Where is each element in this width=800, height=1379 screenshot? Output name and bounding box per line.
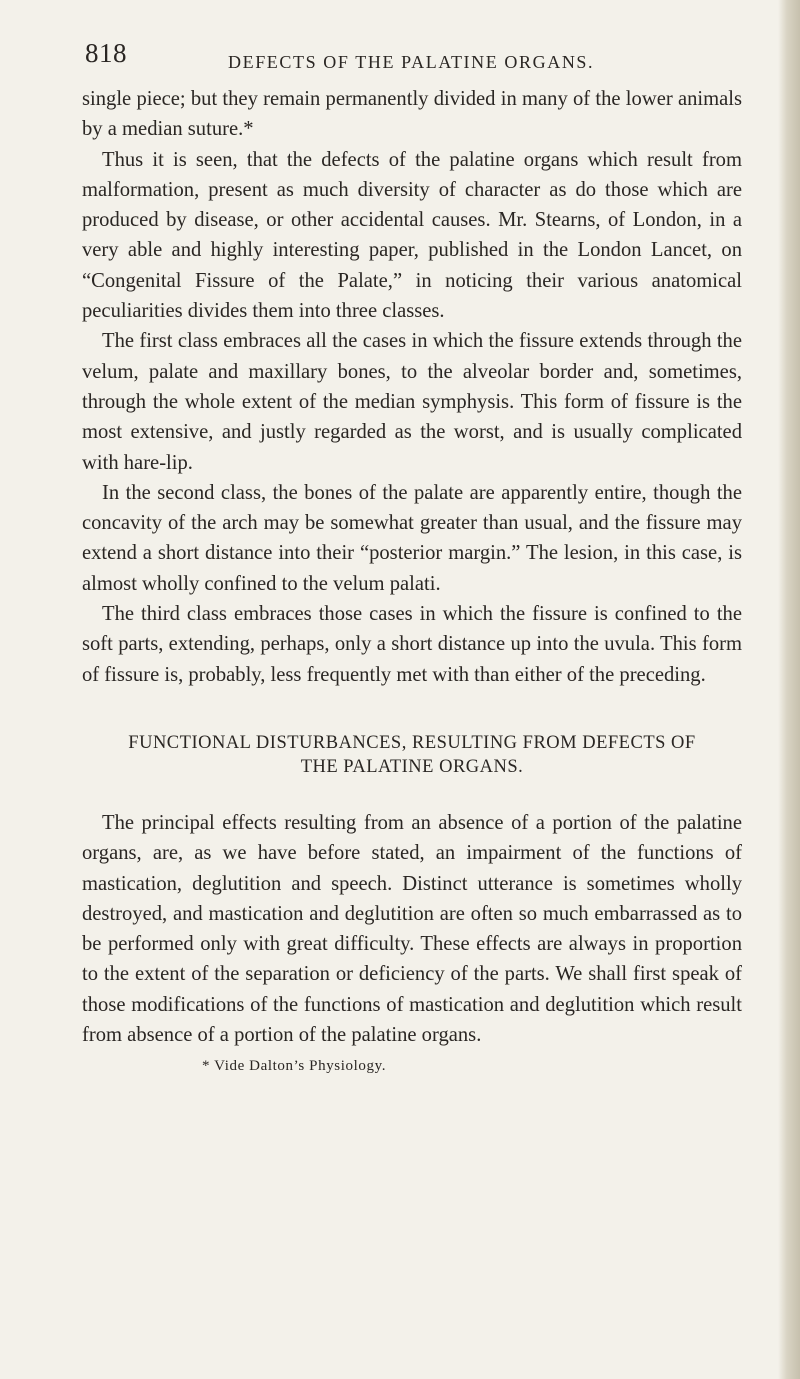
paragraph: The first class embraces all the cases in which the fissure extends through the velum, palate and maxillary bones, to the alveolar border and, sometimes, through the whole extent of the median symphysis. This form of fissure is the most extensive, and justly regarded as the worst, and is usually complicated with hare-lip. (82, 330, 742, 474)
paragraph: Thus it is seen, that the defects of the palatine organs which result from malformation, present as much diversity of character as do those which are produced by disease, or other accidental causes. Mr. Stearns, of London, in a very able and highly interesting paper, published in the London Lancet, on “Congenital Fissure of the Palate,” in noticing their various anatomical peculiarities divides them into three classes. (82, 148, 742, 323)
paragraph: The third class embraces those cases in which the fissure is confined to the soft parts, extending, perhaps, only a short distance up into the uvula. This form of fissure is, probably, less frequently met with than either of the preceding. (82, 603, 742, 686)
section-heading-line: FUNCTIONAL DISTURBANCES, RESULTING FROM DEFECTS OF (128, 732, 696, 753)
footnote: * Vide Dalton’s Physiology. (202, 1058, 387, 1075)
page-number: 818 (85, 38, 127, 68)
body-text (82, 84, 742, 1076)
page-header (85, 38, 745, 78)
section-heading-line: THE PALATINE ORGANS. (300, 756, 524, 777)
running-title: DEFECTS OF THE PALATINE ORGANS. (228, 52, 595, 72)
page-edge-shadow (778, 0, 800, 1379)
paragraph-continued: single piece; but they remain permanently divided in many of the lower animals by a median suture.* (82, 88, 742, 141)
section-heading (82, 731, 742, 779)
paragraph: The principal effects resulting from an absence of a portion of the palatine organs, are, as we have before stated, an impairment of the functions of mastication, deglutition and speech. Distinct utterance is sometimes wholly destroyed, and mastication and deglutition are often so much embarrassed as to be performed only with great difficulty. These effects are always in proportion to the extent of the separation or deficiency of the parts. We shall first speak of those modifications of the functions of mastication and deglutition which result from absence of a portion of the palatine organs. (82, 811, 742, 1047)
paragraph: In the second class, the bones of the palate are apparently entire, though the concavity of the arch may be somewhat greater than usual, and the fissure may extend a short distance into their “posterior margin.” The lesion, in this case, is almost wholly confined to the velum palati. (82, 481, 742, 595)
